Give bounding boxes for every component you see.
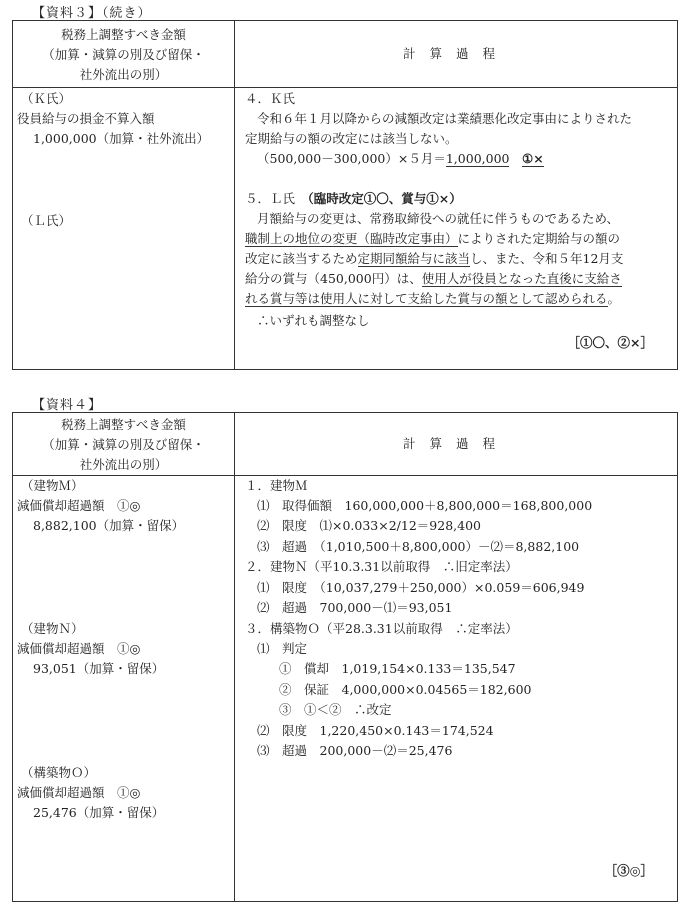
m-amount: 8,882,100（加算・留保） — [33, 518, 185, 533]
l-text4: 給分の賞与（450,000円）は、使用人が役員となった直後に支給さ — [245, 271, 622, 286]
n-step2: ⑵ 超過 700,000－⑴＝93,051 — [257, 600, 453, 615]
k-calc-mark: ①× — [522, 151, 544, 166]
m-item: 減価償却超過額 ①◎ — [17, 498, 141, 513]
l-name: （Ｌ氏） — [21, 213, 72, 228]
o-step1b: ② 保証 4,000,000×0.04565＝182,600 — [279, 682, 532, 697]
l-text3: 改定に該当するため定期同額給与に該当し、また、令和５年12月支 — [245, 251, 624, 266]
m-step2: ⑵ 限度 ⑴×0.033×2/12＝928,400 — [257, 518, 481, 533]
material4-header-right: 計算過程 — [402, 436, 509, 451]
n-amount: 93,051（加算・留保） — [33, 661, 165, 676]
m-name: （建物Ｍ） — [21, 478, 84, 493]
material4-score: ［③◎］ — [604, 863, 653, 878]
k-text2: 定期給与の額の改定には該当しない。 — [245, 131, 458, 146]
k-name: （Ｋ氏） — [21, 91, 72, 106]
m-step1: ⑴ 取得価額 160,000,000＋8,800,000＝168,800,000 — [257, 498, 593, 513]
material3-header-left: 税務上調整すべき金額 （加算・減算の別及び留保・ 社外流出の別） — [42, 27, 205, 82]
o-item: 減価償却超過額 ①◎ — [17, 785, 141, 800]
material3-header-right: 計算過程 — [402, 46, 509, 61]
l-title: ５．Ｌ氏 （臨時改定①〇、賞与①×） — [245, 191, 462, 206]
material3-score: ［①〇、②×］ — [567, 335, 653, 350]
o-name: （構築物Ｏ） — [21, 765, 97, 780]
k-text1: 令和６年１月以降からの減額改定は業績悪化改定事由によりされた — [257, 111, 633, 126]
k-item: 役員給与の損金不算入額 — [17, 111, 155, 126]
conclusion: ∴いずれも調整なし — [257, 313, 370, 328]
l-text1: 月額給与の変更は、常務取締役への就任に伴うものであるため、 — [257, 211, 620, 226]
o-step1c: ③ ①＜② ∴改定 — [279, 702, 392, 717]
material4-table — [12, 412, 678, 902]
l-title-mark: （臨時改定①〇、賞与①×） — [307, 191, 462, 206]
material3-table — [12, 20, 678, 370]
material3-title: 【資料３】（続き） — [32, 6, 152, 21]
l-text2: 職制上の地位の変更（臨時改定事由）によりされた定期給与の額の — [245, 231, 621, 246]
o-step1: ⑴ 判定 — [257, 641, 308, 656]
material4-title: 【資料４】 — [32, 398, 103, 413]
o-amount: 25,476（加算・留保） — [33, 805, 165, 820]
o-step2: ⑵ 限度 1,220,450×0.143＝174,524 — [257, 723, 494, 738]
k-amount: 1,000,000（加算・社外流出） — [33, 131, 210, 146]
material4-header-left: 税務上調整すべき金額 （加算・減算の別及び留保・ 社外流出の別） — [42, 417, 205, 472]
l-text5: れる賞与等は使用人に対して支給した賞与の額として認められる。 — [245, 291, 621, 306]
k-calc: （500,000－300,000）×５月＝1,000,000 ①× — [257, 151, 544, 166]
n-name: （建物Ｎ） — [21, 621, 84, 636]
k-calc-result: 1,000,000 — [445, 151, 510, 166]
o-step1a: ① 償却 1,019,154×0.133＝135,547 — [279, 661, 516, 676]
n-item: 減価償却超過額 ①◎ — [17, 641, 141, 656]
m-title: １．建物Ｍ — [245, 478, 308, 493]
k-title: ４．Ｋ氏 — [245, 91, 296, 106]
n-step1: ⑴ 限度 （10,037,279＋250,000）×0.059＝606,949 — [257, 580, 585, 595]
o-title: ３．構築物Ｏ（平28.3.31以前取得 ∴定率法） — [245, 621, 518, 636]
n-title: ２．建物Ｎ（平10.3.31以前取得 ∴旧定率法） — [245, 559, 518, 574]
o-step3: ⑶ 超過 200,000－⑵＝25,476 — [257, 743, 453, 758]
m-step3: ⑶ 超過 （1,010,500＋8,800,000）－⑵＝8,882,100 — [257, 539, 580, 554]
